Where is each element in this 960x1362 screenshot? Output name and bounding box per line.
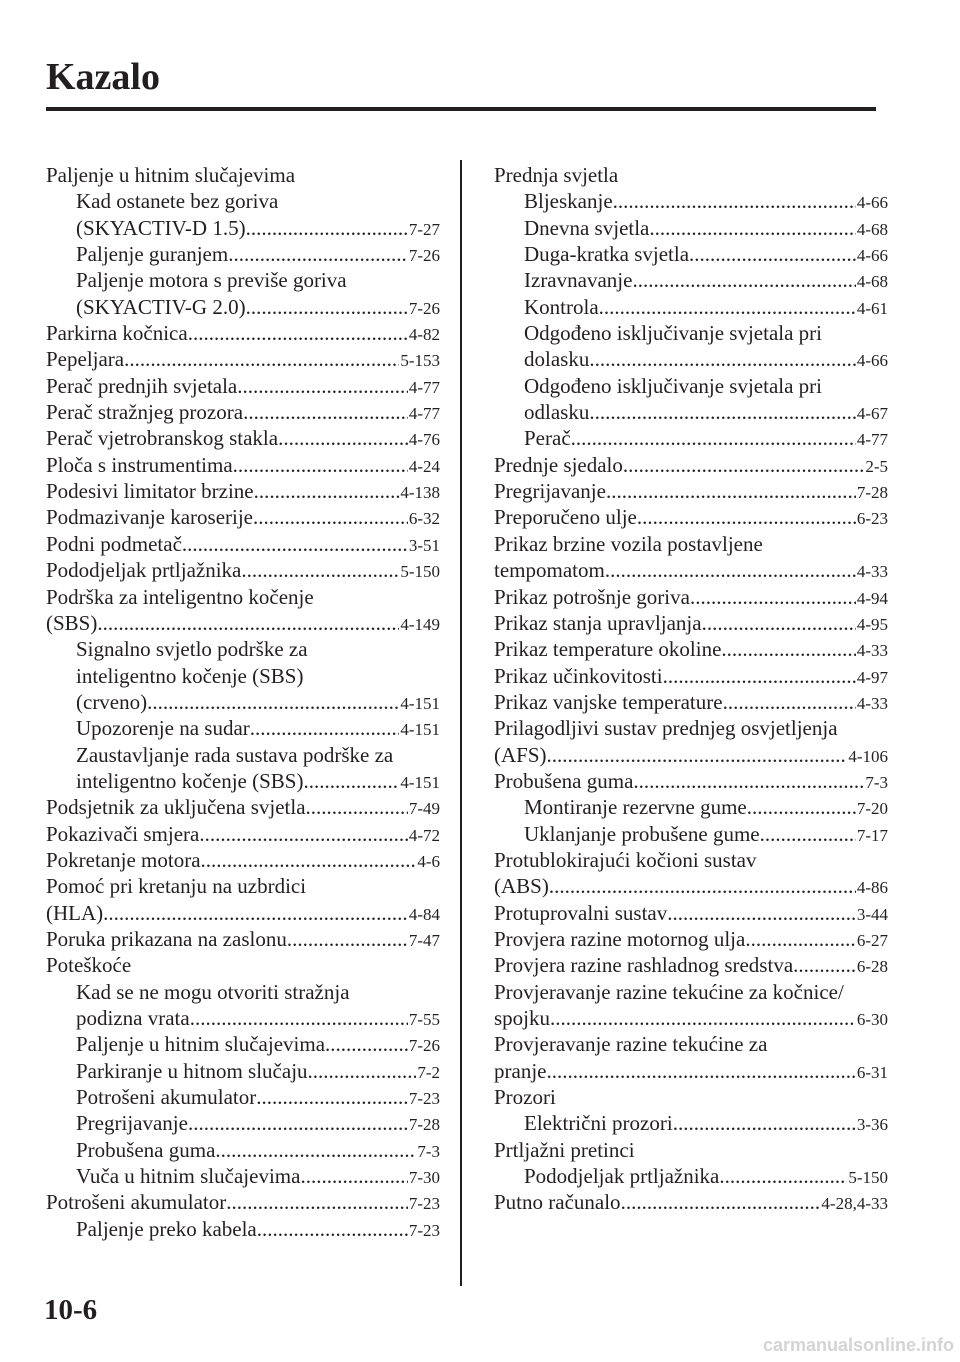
dot-leader bbox=[226, 1189, 408, 1215]
dot-leader bbox=[278, 425, 408, 451]
index-entry bbox=[46, 610, 440, 636]
index-entry-label: Odgođeno isključivanje svjetala pri bbox=[524, 321, 823, 346]
index-entry bbox=[46, 452, 440, 478]
dot-leader bbox=[549, 873, 856, 899]
index-entry bbox=[46, 478, 440, 504]
index-entry-label: Prikaz stanja upravljanja bbox=[494, 610, 702, 635]
dot-leader bbox=[633, 768, 864, 794]
index-entry-page: 4-67 bbox=[856, 404, 888, 424]
dot-leader bbox=[621, 1189, 821, 1215]
index-entry-page: 4-95 bbox=[856, 614, 888, 634]
dot-leader bbox=[689, 241, 856, 267]
index-entry-label: Prikaz potrošnje goriva bbox=[494, 584, 690, 609]
dot-leader bbox=[719, 1163, 847, 1189]
index-entry bbox=[494, 1189, 888, 1215]
index-entry bbox=[46, 294, 440, 320]
index-entry-label: Električni prozori bbox=[524, 1111, 673, 1136]
index-entry-page: 5-150 bbox=[400, 562, 440, 582]
index-entry-page: 7-2 bbox=[417, 1062, 440, 1082]
index-entry bbox=[494, 294, 888, 320]
index-entry-label: Kad se ne mogu otvoriti stražnja bbox=[76, 979, 350, 1004]
index-entry-label: Prtljažni pretinci bbox=[494, 1137, 635, 1162]
title-rule bbox=[46, 107, 876, 111]
index-entry-label: podizna vrata bbox=[76, 1006, 190, 1030]
index-entry-label: Pregrijavanje bbox=[494, 479, 606, 504]
watermark: carmanualsonline.info bbox=[762, 1335, 954, 1355]
index-entry-page: 7-26 bbox=[408, 298, 440, 318]
index-entry bbox=[46, 768, 440, 794]
index-entry-page: 5-150 bbox=[848, 1168, 888, 1188]
dot-leader bbox=[188, 320, 408, 346]
index-entry-page: 4-66 bbox=[856, 351, 888, 371]
index-entry bbox=[494, 979, 888, 1005]
index-entry-page: 4-82 bbox=[408, 325, 440, 345]
index-entry-page: 7-47 bbox=[408, 930, 440, 950]
dot-leader bbox=[546, 1058, 855, 1084]
dot-leader bbox=[253, 504, 408, 530]
page-number: 10-6 bbox=[44, 1294, 98, 1326]
index-entry-label: Kontrola bbox=[524, 294, 599, 319]
index-entry-label: Prednje sjedalo bbox=[494, 452, 623, 477]
index-entry-page: 4-94 bbox=[856, 588, 888, 608]
index-entry-page: 3-44 bbox=[856, 904, 888, 924]
index-entry-label: Podni podmetač bbox=[46, 531, 182, 556]
index-entry-label: Dnevna svjetla bbox=[524, 215, 650, 240]
index-entry bbox=[46, 926, 440, 952]
index-entry-page: 4-86 bbox=[856, 878, 888, 898]
index-entry-label: Paljenje preko kabela bbox=[76, 1216, 257, 1241]
dot-leader bbox=[632, 267, 855, 293]
index-entry bbox=[494, 742, 888, 768]
index-entry bbox=[494, 478, 888, 504]
dot-leader bbox=[667, 900, 856, 926]
index-entry-page: 4-151 bbox=[400, 720, 440, 740]
index-entry bbox=[46, 742, 440, 768]
index-entry bbox=[46, 979, 440, 1005]
dot-leader bbox=[303, 768, 399, 794]
index-entry bbox=[494, 689, 888, 715]
dot-leader bbox=[649, 215, 855, 241]
index-entry-label: Podrška za inteligentno kočenje bbox=[46, 584, 314, 609]
index-entry-page: 4-68 bbox=[856, 272, 888, 292]
dot-leader bbox=[599, 294, 856, 320]
index-entry-page: 6-32 bbox=[408, 509, 440, 529]
index-entry-label: Pregrijavanje bbox=[76, 1111, 188, 1136]
index-entry bbox=[46, 373, 440, 399]
dot-leader bbox=[147, 689, 399, 715]
index-entry-page: 7-49 bbox=[408, 799, 440, 819]
index-entry-label: Perač stražnjeg prozora bbox=[46, 400, 244, 425]
index-entry bbox=[494, 162, 888, 188]
index-entry-page: 7-3 bbox=[865, 772, 888, 792]
dot-leader bbox=[256, 1084, 408, 1110]
index-entry-label: Prozori bbox=[494, 1085, 556, 1110]
index-entry bbox=[494, 952, 888, 978]
index-entry-page: 7-17 bbox=[856, 825, 888, 845]
dot-leader bbox=[233, 452, 408, 478]
dot-leader bbox=[547, 742, 848, 768]
dot-leader bbox=[702, 610, 856, 636]
index-entry-label: Perač prednjih svjetala bbox=[46, 373, 238, 398]
index-entry-label: Poruka prikazana na zaslonu bbox=[46, 926, 287, 951]
index-entry bbox=[494, 241, 888, 267]
dot-leader bbox=[550, 1005, 856, 1031]
dot-leader bbox=[589, 346, 856, 372]
index-entry-label: Prikaz učinkovitosti bbox=[494, 663, 663, 688]
index-entry bbox=[46, 425, 440, 451]
index-entry-label: Parkiranje u hitnom slučaju bbox=[76, 1058, 308, 1083]
index-entry bbox=[46, 1005, 440, 1031]
index-entry-label: Preporučeno ulje bbox=[494, 505, 637, 530]
index-column-right bbox=[494, 162, 888, 1216]
index-entry bbox=[46, 715, 440, 741]
index-entry-label: inteligentno kočenje (SBS) bbox=[76, 768, 304, 793]
index-entry bbox=[494, 215, 888, 241]
index-entry bbox=[494, 900, 888, 926]
index-entry-label: Paljenje u hitnim slučajevima bbox=[76, 1032, 326, 1057]
dot-leader bbox=[287, 926, 408, 952]
index-entry-page: 4-33 bbox=[856, 562, 888, 582]
index-entry-label: Provjeravanje razine tekućine za bbox=[494, 1032, 768, 1057]
dot-leader bbox=[182, 531, 408, 557]
dot-leader bbox=[589, 399, 856, 425]
dot-leader bbox=[215, 1137, 416, 1163]
dot-leader bbox=[243, 399, 408, 425]
index-entry-label: Zaustavljanje rada sustava podrške za bbox=[76, 742, 394, 767]
index-entry bbox=[46, 689, 440, 715]
index-entry-label: Paljenje guranjem bbox=[76, 242, 229, 267]
column-divider bbox=[460, 160, 462, 1286]
dot-leader bbox=[606, 478, 856, 504]
index-entry-label: Protublokirajući kočioni sustav bbox=[494, 847, 757, 872]
index-entry-label: (AFS) bbox=[494, 742, 547, 767]
index-entry-label: (ABS) bbox=[494, 874, 549, 899]
index-entry-label: Paljenje motora s previše goriva bbox=[76, 268, 347, 293]
index-entry-label: Prilagodljivi sustav prednjeg osvjetljenja bbox=[494, 716, 838, 741]
index-entry-page: 5-153 bbox=[400, 351, 440, 371]
index-entry-page: 7-28 bbox=[856, 483, 888, 503]
index-entry bbox=[46, 1189, 440, 1215]
index-entry bbox=[494, 320, 888, 346]
index-entry-label: Izravnavanje bbox=[524, 268, 633, 293]
index-entry-page: 7-3 bbox=[417, 1141, 440, 1161]
index-entry-label: Probušena guma bbox=[76, 1137, 216, 1162]
index-entry-page: 7-23 bbox=[408, 1089, 440, 1109]
dot-leader bbox=[308, 1058, 417, 1084]
dot-leader bbox=[721, 636, 855, 662]
index-entry-label: Prikaz brzine vozila postavljene bbox=[494, 531, 763, 556]
index-entry-page: 6-28 bbox=[856, 957, 888, 977]
index-entry bbox=[494, 636, 888, 662]
index-entry bbox=[46, 504, 440, 530]
index-entry-page: 6-30 bbox=[856, 1010, 888, 1029]
index-entry bbox=[494, 1031, 888, 1057]
index-entry-label: Putno računalo bbox=[494, 1190, 621, 1215]
index-entry bbox=[46, 636, 440, 662]
index-entry-label: Pokazivači smjera bbox=[46, 821, 200, 846]
index-entry bbox=[46, 557, 440, 583]
dot-leader bbox=[623, 452, 864, 478]
index-entry-page: 7-23 bbox=[408, 1220, 440, 1240]
index-entry-page: 4-77 bbox=[408, 404, 440, 424]
index-entry-label: Vuča u hitnim slučajevima bbox=[76, 1164, 301, 1189]
index-entry-label: Potrošeni akumulator bbox=[76, 1085, 257, 1110]
dot-leader bbox=[190, 1005, 408, 1031]
index-entry bbox=[494, 715, 888, 741]
index-entry bbox=[494, 821, 888, 847]
index-entry-label: Montiranje rezervne gume bbox=[524, 795, 747, 820]
dot-leader bbox=[571, 425, 856, 451]
index-entry-page: 6-31 bbox=[856, 1062, 888, 1082]
index-entry bbox=[494, 1110, 888, 1136]
dot-leader bbox=[228, 241, 408, 267]
index-entry-page: 7-26 bbox=[408, 1036, 440, 1056]
index-entry-page: 6-23 bbox=[856, 509, 888, 529]
dot-leader bbox=[723, 689, 856, 715]
dot-leader bbox=[103, 900, 408, 926]
index-entry bbox=[46, 1031, 440, 1057]
index-entry bbox=[46, 241, 440, 267]
index-entry-label: Odgođeno isključivanje svjetala pri bbox=[524, 373, 823, 398]
index-entry bbox=[494, 1084, 888, 1110]
index-entry bbox=[494, 926, 888, 952]
dot-leader bbox=[237, 373, 408, 399]
index-entry-label: dolasku bbox=[524, 347, 590, 372]
index-entry-label: spojku bbox=[494, 1006, 551, 1030]
index-entry bbox=[494, 794, 888, 820]
index-entry bbox=[494, 531, 888, 557]
index-entry-label: Ploča s instrumentima bbox=[46, 452, 233, 477]
index-entry-label: Upozorenje na sudar bbox=[76, 716, 250, 741]
index-entry-label: pranje bbox=[494, 1058, 547, 1083]
index-entry bbox=[494, 425, 888, 451]
index-entry bbox=[494, 399, 888, 425]
index-entry-label: Provjeravanje razine tekućine za kočnice/ bbox=[494, 979, 844, 1004]
dot-leader bbox=[325, 1031, 408, 1057]
index-entry bbox=[494, 1058, 888, 1084]
index-entry-label: tempomatom bbox=[494, 558, 605, 583]
dot-leader bbox=[188, 1110, 408, 1136]
index-entry-label: Signalno svjetlo podrške za bbox=[76, 637, 308, 662]
dot-leader bbox=[199, 821, 407, 847]
index-entry bbox=[46, 1084, 440, 1110]
index-entry-page: 4-33 bbox=[856, 693, 888, 713]
dot-leader bbox=[250, 715, 400, 741]
index-entry-page: 4-66 bbox=[856, 193, 888, 213]
index-entry-page: 4-66 bbox=[856, 246, 888, 266]
index-entry-label: Kad ostanete bez goriva bbox=[76, 189, 279, 214]
dot-leader bbox=[246, 215, 408, 241]
index-entry-page: 7-55 bbox=[408, 1010, 440, 1029]
dot-leader bbox=[257, 1216, 408, 1242]
index-entry bbox=[494, 452, 888, 478]
index-entry-label: Provjera razine rashladnog sredstva bbox=[494, 953, 794, 978]
index-entry bbox=[494, 346, 888, 372]
index-entry-page: 4-97 bbox=[856, 667, 888, 687]
index-entry-page: 7-30 bbox=[408, 1168, 440, 1188]
index-entry bbox=[46, 952, 440, 978]
dot-leader bbox=[254, 478, 400, 504]
index-entry bbox=[46, 346, 440, 372]
dot-leader bbox=[300, 1163, 407, 1189]
dot-leader bbox=[745, 926, 855, 952]
index-entry bbox=[46, 873, 440, 899]
index-entry-label: Pododjeljak prtljažnika bbox=[524, 1164, 720, 1189]
index-entry bbox=[46, 1110, 440, 1136]
index-entry-page: 4-151 bbox=[400, 693, 440, 713]
index-entry bbox=[46, 162, 440, 188]
index-entry bbox=[46, 1163, 440, 1189]
index-entry-label: Pododjeljak prtljažnika bbox=[46, 558, 242, 583]
index-entry bbox=[494, 188, 888, 214]
index-entry bbox=[46, 847, 440, 873]
index-entry bbox=[494, 663, 888, 689]
index-column-left bbox=[46, 162, 440, 1242]
index-entry-label: (SBS) bbox=[46, 610, 98, 635]
index-entry bbox=[46, 1216, 440, 1242]
index-entry-label: Podesivi limitator brzine bbox=[46, 479, 254, 504]
index-entry-label: Prednja svjetla bbox=[494, 163, 619, 187]
index-entry-label: Podsjetnik za uključena svjetla bbox=[46, 795, 306, 820]
index-entry bbox=[46, 188, 440, 214]
index-entry-label: Pomoć pri kretanju na uzbrdici bbox=[46, 874, 307, 899]
index-entry-label: Bljeskanje bbox=[524, 189, 613, 214]
index-entry-page: 4-84 bbox=[408, 904, 440, 924]
index-entry bbox=[46, 794, 440, 820]
index-entry-label: Potrošeni akumulator bbox=[46, 1190, 227, 1215]
index-entry-label: Prikaz vanjske temperature bbox=[494, 689, 723, 714]
index-entry bbox=[494, 873, 888, 899]
index-entry-label: (HLA) bbox=[46, 900, 104, 925]
index-entry bbox=[494, 847, 888, 873]
index-entry bbox=[494, 1005, 888, 1031]
index-entry bbox=[46, 584, 440, 610]
index-entry-label: Probušena guma bbox=[494, 768, 634, 793]
index-entry-label: Pepeljara bbox=[46, 347, 125, 372]
index-entry-page: 2-5 bbox=[865, 456, 888, 476]
index-entry-page: 4-77 bbox=[856, 430, 888, 450]
dot-leader bbox=[673, 1110, 856, 1136]
index-entry-label: Protuprovalni sustav bbox=[494, 900, 668, 925]
index-entry-label: (SKYACTIV-D 1.5) bbox=[76, 215, 246, 240]
index-entry-page: 4-24 bbox=[408, 456, 440, 476]
index-entry-label: Perač bbox=[524, 426, 571, 451]
index-entry-page: 3-51 bbox=[408, 535, 440, 555]
index-entry bbox=[46, 821, 440, 847]
index-entry bbox=[46, 215, 440, 241]
index-entry bbox=[494, 267, 888, 293]
index-entry bbox=[494, 768, 888, 794]
dot-leader bbox=[690, 584, 856, 610]
index-entry bbox=[46, 1137, 440, 1163]
dot-leader bbox=[760, 821, 856, 847]
index-entry-page: 4-61 bbox=[856, 298, 888, 318]
index-entry bbox=[494, 1163, 888, 1189]
index-entry-label: Pokretanje motora bbox=[46, 847, 201, 872]
index-entry-page: 7-20 bbox=[856, 799, 888, 819]
dot-leader bbox=[613, 188, 856, 214]
index-entry-page: 7-27 bbox=[408, 219, 440, 239]
index-entry bbox=[494, 373, 888, 399]
index-entry bbox=[494, 584, 888, 610]
index-entry-label: inteligentno kočenje (SBS) bbox=[76, 663, 304, 688]
index-entry-page: 4-72 bbox=[408, 825, 440, 845]
index-entry bbox=[46, 320, 440, 346]
index-entry-label: Paljenje u hitnim slučajevima bbox=[46, 163, 296, 187]
index-entry bbox=[46, 1058, 440, 1084]
index-entry-page: 4-138 bbox=[400, 483, 440, 503]
index-entry bbox=[494, 557, 888, 583]
index-entry bbox=[46, 663, 440, 689]
dot-leader bbox=[306, 794, 408, 820]
index-entry bbox=[46, 900, 440, 926]
index-entry bbox=[494, 504, 888, 530]
index-entry-label: Podmazivanje karoserije bbox=[46, 505, 254, 530]
index-entry-page: 4-33 bbox=[856, 641, 888, 661]
index-entry-label: (crveno) bbox=[76, 689, 148, 714]
dot-leader bbox=[637, 504, 856, 530]
dot-leader bbox=[793, 952, 856, 978]
dot-leader bbox=[241, 557, 399, 583]
dot-leader bbox=[246, 294, 408, 320]
index-entry-label: Poteškoće bbox=[46, 953, 132, 978]
index-entry-label: odlasku bbox=[524, 400, 590, 425]
index-entry-page: 4-28,4-33 bbox=[821, 1194, 888, 1214]
index-entry-page: 6-27 bbox=[856, 930, 888, 950]
dot-leader bbox=[605, 557, 856, 583]
index-entry-page: 4-77 bbox=[408, 377, 440, 397]
index-entry-page: 7-23 bbox=[408, 1194, 440, 1214]
index-entry-label: Duga-kratka svjetla bbox=[524, 242, 690, 267]
index-entry-label: Uklanjanje probušene gume bbox=[524, 821, 760, 846]
index-entry-page: 4-76 bbox=[408, 430, 440, 450]
dot-leader bbox=[663, 663, 856, 689]
index-entry-label: Prikaz temperature okoline bbox=[494, 637, 722, 662]
index-entry-label: (SKYACTIV-G 2.0) bbox=[76, 294, 246, 319]
dot-leader bbox=[747, 794, 856, 820]
index-entry bbox=[46, 267, 440, 293]
dot-leader bbox=[97, 610, 399, 636]
index-entry bbox=[46, 531, 440, 557]
index-entry bbox=[494, 610, 888, 636]
index-entry-label: Perač vjetrobranskog stakla bbox=[46, 426, 279, 451]
dot-leader bbox=[201, 847, 417, 873]
index-entry-page: 4-68 bbox=[856, 219, 888, 239]
index-entry-page: 7-26 bbox=[408, 246, 440, 266]
index-entry-page: 4-106 bbox=[848, 746, 888, 766]
index-entry-page: 4-6 bbox=[417, 851, 440, 871]
index-entry bbox=[46, 399, 440, 425]
index-entry-page: 7-28 bbox=[408, 1115, 440, 1135]
page-title: Kazalo bbox=[46, 56, 160, 98]
index-entry-label: Parkirna kočnica bbox=[46, 321, 188, 346]
index-entry bbox=[494, 1137, 888, 1163]
index-entry-page: 4-151 bbox=[400, 772, 440, 792]
index-entry-label: Provjera razine motornog ulja bbox=[494, 926, 746, 951]
index-entry-page: 3-36 bbox=[856, 1115, 888, 1135]
dot-leader bbox=[124, 346, 399, 372]
index-entry-page: 4-149 bbox=[400, 614, 440, 634]
